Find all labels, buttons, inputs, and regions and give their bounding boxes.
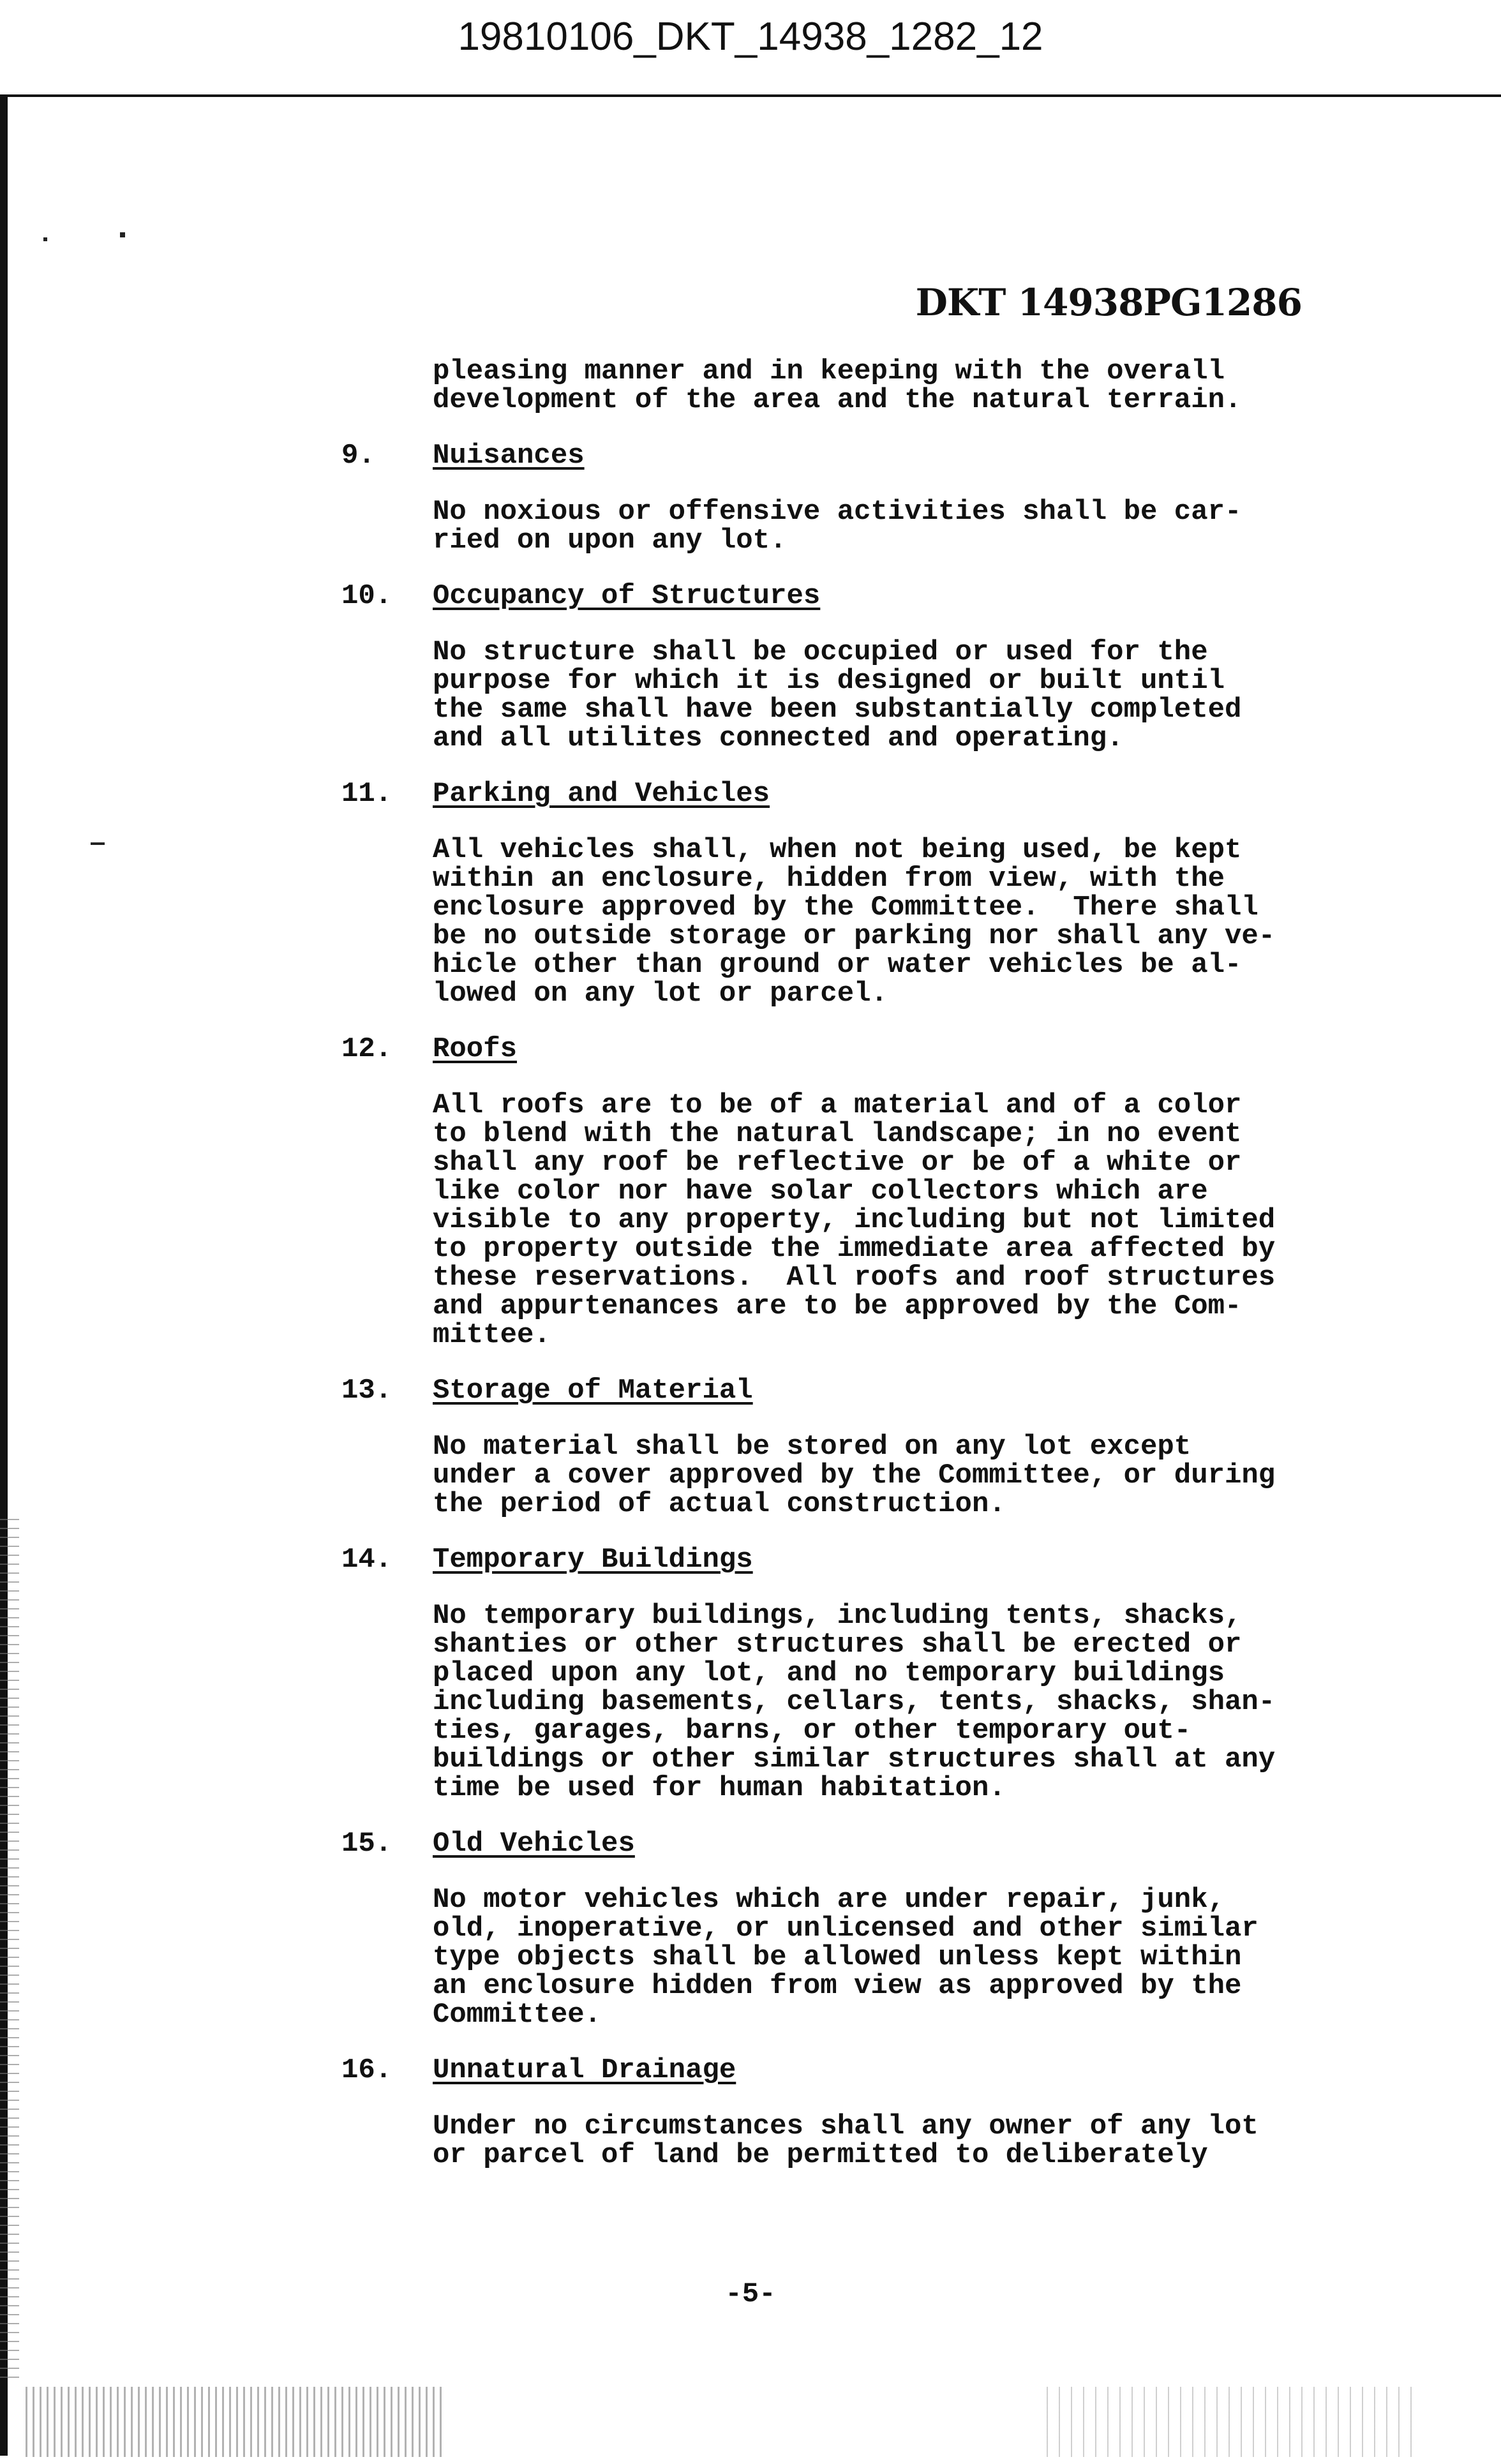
text-line: All roofs are to be of a material and of a color [433, 1089, 1242, 1121]
section-title: Roofs [433, 1033, 518, 1065]
section-heading [341, 1546, 1311, 1574]
section-number: 15. [341, 1828, 392, 1860]
intro-paragraph [341, 357, 1311, 415]
text-line: purpose for which it is designed or built until [433, 665, 1225, 697]
scan-noise-bottom-right [1047, 2387, 1417, 2457]
text-line: pleasing manner and in keeping with the overall [433, 355, 1225, 387]
text-line: and all utilites connected and operating. [433, 722, 1124, 754]
scan-speck [120, 232, 125, 237]
text-line: No material shall be stored on any lot except [433, 1431, 1191, 1463]
document-body [341, 357, 1311, 2170]
section-old-vehicles [341, 1830, 1311, 2029]
scan-noise-bottom-left [26, 2387, 447, 2457]
section-title: Old Vehicles [433, 1828, 635, 1860]
text-line: or parcel of land be permitted to deliberately [433, 2139, 1208, 2171]
text-line: like color nor have solar collectors which are [433, 1176, 1208, 1207]
section-title: Temporary Buildings [433, 1544, 753, 1576]
section-number: 16. [341, 2054, 392, 2086]
text-line: ties, garages, barns, or other temporary out- [433, 1715, 1191, 1747]
text-line: No noxious or offensive activities shall be car- [433, 496, 1242, 528]
text-line: to blend with the natural landscape; in no event [433, 1118, 1242, 1150]
text-line: buildings or other similar structures shall at any [433, 1743, 1276, 1775]
text-line: including basements, cellars, tents, shacks, shan- [433, 1686, 1276, 1718]
section-storage [341, 1377, 1311, 1519]
text-line: these reservations. All roofs and roof structures [433, 1262, 1276, 1294]
section-unnatural-drainage [341, 2056, 1311, 2170]
section-title: Storage of Material [433, 1375, 753, 1407]
section-occupancy [341, 582, 1311, 753]
text-line: visible to any property, including but not limited [433, 1204, 1276, 1236]
section-heading [341, 1035, 1311, 1064]
page-number: -5- [725, 2278, 776, 2310]
section-title: Unnatural Drainage [433, 2054, 736, 2086]
text-line: development of the area and the natural terrain. [433, 384, 1242, 416]
text-line: be no outside storage or parking nor shall any ve- [433, 920, 1276, 952]
text-line: an enclosure hidden from view as approved by the [433, 1970, 1242, 2002]
section-heading [341, 1377, 1311, 1405]
text-line: No motor vehicles which are under repair, junk, [433, 1884, 1225, 1916]
text-line: hicle other than ground or water vehicles be al- [433, 949, 1242, 981]
scan-speck [43, 237, 47, 241]
document-id-header: 19810106_DKT_14938_1282_12 [458, 15, 1043, 59]
text-line: lowed on any lot or parcel. [433, 978, 888, 1010]
text-line: ried on upon any lot. [433, 525, 787, 556]
section-number: 13. [341, 1375, 392, 1407]
text-line: within an enclosure, hidden from view, with the [433, 863, 1225, 895]
section-roofs [341, 1035, 1311, 1350]
text-line: Committee. [433, 1999, 602, 2031]
section-title: Occupancy of Structures [433, 580, 821, 612]
section-number: 12. [341, 1033, 392, 1065]
section-heading [341, 582, 1311, 611]
section-heading [341, 2056, 1311, 2085]
text-line: No structure shall be occupied or used for the [433, 636, 1208, 668]
text-line: No temporary buildings, including tents, shacks, [433, 1600, 1242, 1632]
text-line: shanties or other structures shall be erected or [433, 1629, 1242, 1661]
text-line: All vehicles shall, when not being used, be kept [433, 834, 1242, 866]
text-line: Under no circumstances shall any owner of any lot [433, 2110, 1258, 2142]
section-nuisances [341, 442, 1311, 555]
section-heading [341, 780, 1311, 809]
section-temporary-buildings [341, 1546, 1311, 1803]
section-heading [341, 442, 1311, 470]
section-heading [341, 1830, 1311, 1858]
scan-border-top [0, 94, 1501, 97]
section-number: 9. [341, 440, 375, 472]
text-line: under a cover approved by the Committee, or during [433, 1460, 1276, 1491]
text-line: the same shall have been substantially completed [433, 694, 1242, 726]
text-line: and appurtenances are to be approved by the Com- [433, 1290, 1242, 1322]
text-line: type objects shall be allowed unless kept within [433, 1941, 1242, 1973]
scan-noise-left [0, 1519, 19, 2380]
section-parking [341, 780, 1311, 1008]
section-number: 11. [341, 778, 392, 810]
text-line: the period of actual construction. [433, 1488, 1006, 1520]
text-line: placed upon any lot, and no temporary buildings [433, 1657, 1225, 1689]
text-line: old, inoperative, or unlicensed and other similar [433, 1913, 1258, 1945]
text-line: enclosure approved by the Committee. There shall [433, 892, 1258, 923]
text-line: time be used for human habitation. [433, 1772, 1006, 1804]
text-line: to property outside the immediate area affected by [433, 1233, 1276, 1265]
docket-stamp: DKT 14938PG1286 [915, 281, 1302, 324]
text-line: shall any roof be reflective or be of a white or [433, 1147, 1242, 1179]
section-title: Parking and Vehicles [433, 778, 770, 810]
section-title: Nuisances [433, 440, 585, 472]
scan-speck [91, 842, 105, 845]
section-number: 10. [341, 580, 392, 612]
section-number: 14. [341, 1544, 392, 1576]
text-line: mittee. [433, 1319, 551, 1351]
